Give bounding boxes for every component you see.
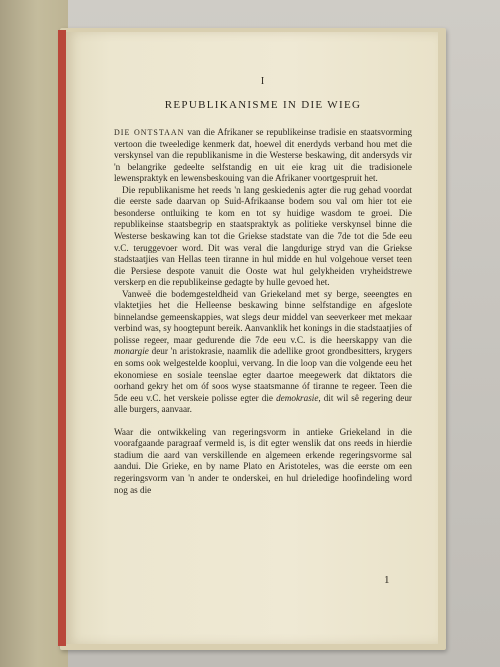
paragraph-3-part-c: , dit wil sê regering deur alle burgers, aanvaar. <box>114 392 412 415</box>
paragraph-3-emphasis-2: demokrasie <box>276 392 319 403</box>
paragraph-4: Waar die ontwikkeling van regeringsvorm in antieke Griekeland in die voorafgaande paragraaf vermeld is, is dit egter wenslik dat ons reeds in hierdie stadium die aard van verskillende en algemeen erkende regeringsvorme sal aandui. Die Grieke, en by name Plato en Aristoteles, was die eerste om een regeringsvorm van 'n ander te onderskei, en hul drieledige hoofindeling word nog as die <box>114 426 412 495</box>
paragraph-3-part-a: Vanweë die bodemgesteldheid van Griekeland met sy berge, seeengtes en vlaktetjies het die Helleense beskawing binne selfstandige en afgeslote binnelandse gemeenskappies, wat slegs deur middel van seeverkeer met mekaar verbind was, sy hoogtepunt bereik. Aanvanklik het konings in die stadstaatjies of polisse regeer, maar gedurende die 7de eeu v.C. is die heerskappy van die <box>114 288 412 345</box>
chapter-title: REPUBLIKANISME IN DIE WIEG <box>164 98 362 111</box>
paragraph-2: Die republikanisme het reeds 'n lang geskiedenis agter die rug gehad voordat die eerste sade daarvan op Suid-Afrikaanse bodem sou val om hier tot eie besonderse ontluiking te kom en tot sy huidige wasdom te groei. Die republikeinse staatsbegrip en staatspraktyk as politieke verskynsel binne die Westerse beskawing kan tot die Griekse stadstate van die 7de tot die 5de eeu v.C. teruggevoer word. Dit was veral die langdurige stryd van die Griekse stadstaatjies van Hellas teen tiranne in hul midde en hul volgehoue verset teen die Persiese despote vanuit die Ooste wat hul gelykheiden vryheidstrewe verskerp en die republikeinse gedagte by hulle gevoed het. <box>114 184 412 288</box>
paragraph-1-text: van die Afrikaner se republikeinse tradisie en staatsvorming vertoon die tweeledige kenmerk dat, hoewel dit enerdyds verband hou met die verskynsel van die republikanisme in die Westerse beskawing, dit andersyds vir 'n belangrike gedeelte selfstandig en uit eie krag uit die tradisionele lewenspraktyk en lewensbeskouing van die Afrikaner voortgespruit het. <box>114 127 412 184</box>
book-page <box>66 32 438 644</box>
paragraph-1 <box>114 127 412 185</box>
paragraph-1-lead: DIE ONTSTAAN <box>114 128 185 138</box>
chapter-number: I <box>260 76 266 87</box>
page-text <box>114 76 412 496</box>
page-number: 1 <box>384 574 390 586</box>
cover-spine-rim <box>58 30 66 646</box>
paragraph-3-emphasis-1: monargie <box>114 346 149 357</box>
paragraph-3-part-b: deur 'n aristokrasie, naamlik die adellike groot grondbesitters, krygers en soms ook welgestelde kooplui, vervang. In die loop van die volgende eeu het ekonomiese en sosiale teenslae egter daartoe meegewerk dat diktators die oorhand gekry het om óf soos wyse staatsmanne óf tiranne te regeer. Teen die 5de eeu v.C. het verskeie polisse egter die <box>114 346 412 403</box>
paragraph-3 <box>114 289 412 416</box>
